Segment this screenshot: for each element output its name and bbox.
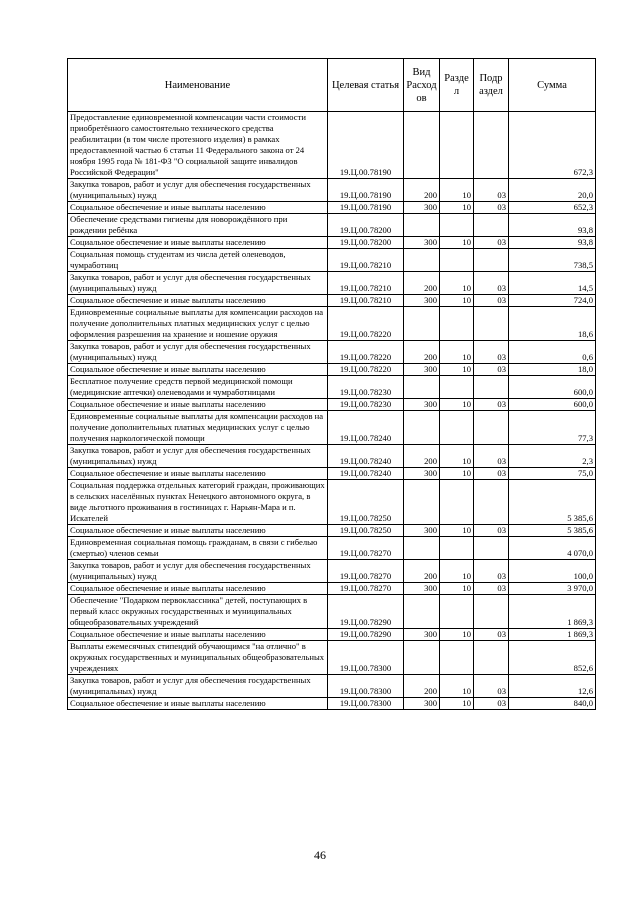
cell-amount: 75,0 [509, 468, 596, 480]
cell-target: 19.Ц.00.78240 [328, 445, 404, 468]
cell-target: 19.Ц.00.78290 [328, 595, 404, 629]
cell-section: 10 [440, 698, 474, 710]
cell-target: 19.Ц.00.78300 [328, 641, 404, 675]
header-expense: Вид Расход ов [404, 59, 440, 112]
cell-section [440, 307, 474, 341]
cell-section: 10 [440, 272, 474, 295]
cell-expense: 300 [404, 364, 440, 376]
cell-amount: 672,3 [509, 112, 596, 179]
cell-amount: 93,8 [509, 237, 596, 249]
cell-expense: 300 [404, 202, 440, 214]
table-row [68, 468, 596, 480]
table-row [68, 698, 596, 710]
cell-target: 19.Ц.00.78250 [328, 480, 404, 525]
cell-section [440, 641, 474, 675]
cell-section: 10 [440, 468, 474, 480]
cell-target: 19.Ц.00.78210 [328, 295, 404, 307]
cell-name: Социальное обеспечение и иные выплаты населению [68, 629, 328, 641]
cell-subsection [474, 112, 509, 179]
cell-subsection [474, 376, 509, 399]
table-row [68, 583, 596, 595]
cell-name: Закупка товаров, работ и услуг для обеспечения государственных (муниципальных) нужд [68, 179, 328, 202]
table-row [68, 307, 596, 341]
cell-amount: 1 869,3 [509, 629, 596, 641]
cell-expense [404, 641, 440, 675]
cell-subsection [474, 480, 509, 525]
cell-subsection [474, 537, 509, 560]
cell-target: 19.Ц.00.78220 [328, 341, 404, 364]
table-row [68, 249, 596, 272]
cell-subsection: 03 [474, 179, 509, 202]
cell-target: 19.Ц.00.78300 [328, 698, 404, 710]
cell-expense: 300 [404, 237, 440, 249]
cell-subsection: 03 [474, 583, 509, 595]
cell-name: Социальное обеспечение и иные выплаты населению [68, 468, 328, 480]
cell-target: 19.Ц.00.78190 [328, 112, 404, 179]
cell-name: Социальное обеспечение и иные выплаты населению [68, 295, 328, 307]
cell-section [440, 112, 474, 179]
table-row [68, 675, 596, 698]
cell-subsection [474, 595, 509, 629]
cell-section [440, 480, 474, 525]
cell-expense: 300 [404, 399, 440, 411]
cell-section: 10 [440, 399, 474, 411]
header-name: Наименование [68, 59, 328, 112]
cell-expense: 300 [404, 525, 440, 537]
table-row [68, 560, 596, 583]
cell-amount: 5 385,6 [509, 525, 596, 537]
cell-expense: 200 [404, 560, 440, 583]
cell-target: 19.Ц.00.78300 [328, 675, 404, 698]
cell-subsection: 03 [474, 445, 509, 468]
cell-amount: 0,6 [509, 341, 596, 364]
table-row [68, 295, 596, 307]
cell-subsection: 03 [474, 629, 509, 641]
table-row [68, 112, 596, 179]
cell-name: Единовременные социальные выплаты для компенсации расходов на получение дополнительных платных медицинских услуг с целью оформления разрешения на хранение и ношение оружия [68, 307, 328, 341]
cell-amount: 3 970,0 [509, 583, 596, 595]
cell-amount: 840,0 [509, 698, 596, 710]
cell-subsection: 03 [474, 525, 509, 537]
table-row [68, 364, 596, 376]
cell-section: 10 [440, 179, 474, 202]
table-row [68, 399, 596, 411]
cell-expense [404, 411, 440, 445]
cell-expense: 200 [404, 341, 440, 364]
table-row [68, 272, 596, 295]
cell-amount: 5 385,6 [509, 480, 596, 525]
cell-subsection: 03 [474, 468, 509, 480]
header-target: Целевая статья [328, 59, 404, 112]
table-row [68, 629, 596, 641]
cell-amount: 18,0 [509, 364, 596, 376]
cell-amount: 2,3 [509, 445, 596, 468]
cell-expense [404, 537, 440, 560]
cell-name: Закупка товаров, работ и услуг для обеспечения государственных (муниципальных) нужд [68, 445, 328, 468]
cell-target: 19.Ц.00.78290 [328, 629, 404, 641]
cell-name: Предоставление единовременной компенсации части стоимости приобретённого самостоятельно технического средства реабилитации (в том числе протезного изделия) в рамках предоставленной частью 6 статьи 11 Федерального закона от 24 ноября 1995 года № 181-ФЗ "О социальной защите инвалидов Российской Федерации" [68, 112, 328, 179]
cell-name: Социальное обеспечение и иные выплаты населению [68, 399, 328, 411]
cell-amount: 77,3 [509, 411, 596, 445]
cell-subsection: 03 [474, 202, 509, 214]
cell-target: 19.Ц.00.78210 [328, 249, 404, 272]
cell-target: 19.Ц.00.78210 [328, 272, 404, 295]
cell-subsection: 03 [474, 341, 509, 364]
cell-target: 19.Ц.00.78230 [328, 399, 404, 411]
cell-section: 10 [440, 341, 474, 364]
cell-target: 19.Ц.00.78270 [328, 537, 404, 560]
cell-expense [404, 480, 440, 525]
cell-expense: 300 [404, 583, 440, 595]
cell-section: 10 [440, 202, 474, 214]
header-section: Разде л [440, 59, 474, 112]
cell-subsection [474, 641, 509, 675]
cell-subsection: 03 [474, 295, 509, 307]
cell-expense: 300 [404, 468, 440, 480]
cell-target: 19.Ц.00.78270 [328, 583, 404, 595]
cell-target: 19.Ц.00.78220 [328, 307, 404, 341]
cell-target: 19.Ц.00.78200 [328, 237, 404, 249]
page-number: 46 [314, 848, 326, 862]
cell-section: 10 [440, 675, 474, 698]
budget-table [67, 58, 596, 710]
cell-name: Выплаты ежемесячных стипендий обучающимся "на отлично" в окружных государственных и муниципальных общеобразовательных учреждениях [68, 641, 328, 675]
cell-section: 10 [440, 583, 474, 595]
cell-name: Социальное обеспечение и иные выплаты населению [68, 202, 328, 214]
cell-subsection: 03 [474, 698, 509, 710]
table-row [68, 595, 596, 629]
cell-name: Социальное обеспечение и иные выплаты населению [68, 237, 328, 249]
cell-target: 19.Ц.00.78230 [328, 376, 404, 399]
header-amount: Сумма [509, 59, 596, 112]
cell-subsection: 03 [474, 364, 509, 376]
cell-subsection: 03 [474, 675, 509, 698]
cell-section: 10 [440, 295, 474, 307]
cell-name: Обеспечение "Подарком первоклассника" детей, поступающих в первый класс окружных государственных и муниципальных общеобразовательных учреждений [68, 595, 328, 629]
cell-amount: 600,0 [509, 399, 596, 411]
table-header-row [68, 59, 596, 112]
cell-subsection [474, 214, 509, 237]
cell-amount: 738,5 [509, 249, 596, 272]
cell-subsection: 03 [474, 560, 509, 583]
cell-amount: 100,0 [509, 560, 596, 583]
cell-amount: 93,8 [509, 214, 596, 237]
table-body [68, 112, 596, 710]
cell-expense [404, 376, 440, 399]
table-row [68, 341, 596, 364]
cell-expense [404, 307, 440, 341]
cell-expense: 300 [404, 629, 440, 641]
cell-name: Социальное обеспечение и иные выплаты населению [68, 525, 328, 537]
table-row [68, 525, 596, 537]
cell-name: Единовременные социальные выплаты для компенсации расходов на получение дополнительных платных медицинских услуг с целью получения наркологической помощи [68, 411, 328, 445]
table-row [68, 537, 596, 560]
table-row [68, 641, 596, 675]
table-row [68, 214, 596, 237]
cell-section: 10 [440, 237, 474, 249]
cell-expense: 300 [404, 698, 440, 710]
cell-amount: 600,0 [509, 376, 596, 399]
cell-expense [404, 112, 440, 179]
cell-name: Социальное обеспечение и иные выплаты населению [68, 364, 328, 376]
cell-target: 19.Ц.00.78190 [328, 179, 404, 202]
cell-name: Единовременная социальная помощь гражданам, в связи с гибелью (смертью) членов семьи [68, 537, 328, 560]
cell-section [440, 595, 474, 629]
cell-subsection [474, 411, 509, 445]
cell-amount: 14,5 [509, 272, 596, 295]
cell-name: Социальная поддержка отдельных категорий граждан, проживающих в сельских населённых пунктах Ненецкого автономного округа, в виде льготного проживания в гостиницах г. Нарьян-Мара и п. Искателей [68, 480, 328, 525]
cell-expense [404, 249, 440, 272]
cell-subsection: 03 [474, 272, 509, 295]
cell-name: Социальное обеспечение и иные выплаты населению [68, 698, 328, 710]
cell-section: 10 [440, 445, 474, 468]
table-row [68, 411, 596, 445]
cell-section [440, 214, 474, 237]
cell-section: 10 [440, 629, 474, 641]
table-row [68, 376, 596, 399]
cell-expense [404, 214, 440, 237]
cell-amount: 1 869,3 [509, 595, 596, 629]
cell-target: 19.Ц.00.78270 [328, 560, 404, 583]
cell-expense: 200 [404, 675, 440, 698]
cell-target: 19.Ц.00.78250 [328, 525, 404, 537]
cell-section [440, 249, 474, 272]
cell-amount: 4 070,0 [509, 537, 596, 560]
cell-subsection [474, 307, 509, 341]
cell-section [440, 376, 474, 399]
cell-expense: 300 [404, 295, 440, 307]
cell-name: Закупка товаров, работ и услуг для обеспечения государственных (муниципальных) нужд [68, 560, 328, 583]
cell-expense: 200 [404, 445, 440, 468]
cell-name: Социальная помощь студентам из числа детей оленеводов, чумработниц [68, 249, 328, 272]
table-row [68, 202, 596, 214]
table-row [68, 237, 596, 249]
cell-name: Закупка товаров, работ и услуг для обеспечения государственных (муниципальных) нужд [68, 675, 328, 698]
cell-expense [404, 595, 440, 629]
cell-name: Закупка товаров, работ и услуг для обеспечения государственных (муниципальных) нужд [68, 272, 328, 295]
cell-amount: 18,6 [509, 307, 596, 341]
cell-amount: 852,6 [509, 641, 596, 675]
cell-target: 19.Ц.00.78220 [328, 364, 404, 376]
cell-name: Обеспечение средствами гигиены для новорождённого при рождении ребёнка [68, 214, 328, 237]
table-row [68, 445, 596, 468]
cell-amount: 724,0 [509, 295, 596, 307]
cell-subsection [474, 249, 509, 272]
cell-amount: 652,3 [509, 202, 596, 214]
cell-target: 19.Ц.00.78190 [328, 202, 404, 214]
cell-target: 19.Ц.00.78200 [328, 214, 404, 237]
cell-expense: 200 [404, 272, 440, 295]
cell-section [440, 411, 474, 445]
cell-section [440, 537, 474, 560]
cell-target: 19.Ц.00.78240 [328, 468, 404, 480]
table-row [68, 480, 596, 525]
cell-subsection: 03 [474, 399, 509, 411]
cell-expense: 200 [404, 179, 440, 202]
table-row [68, 179, 596, 202]
cell-target: 19.Ц.00.78240 [328, 411, 404, 445]
cell-subsection: 03 [474, 237, 509, 249]
cell-name: Закупка товаров, работ и услуг для обеспечения государственных (муниципальных) нужд [68, 341, 328, 364]
cell-section: 10 [440, 560, 474, 583]
header-subsection: Подр аздел [474, 59, 509, 112]
cell-name: Бесплатное получение средств первой медицинской помощи (медицинские аптечки) оленеводами и чумработницами [68, 376, 328, 399]
cell-name: Социальное обеспечение и иные выплаты населению [68, 583, 328, 595]
cell-amount: 20,0 [509, 179, 596, 202]
cell-section: 10 [440, 364, 474, 376]
cell-section: 10 [440, 525, 474, 537]
cell-amount: 12,6 [509, 675, 596, 698]
